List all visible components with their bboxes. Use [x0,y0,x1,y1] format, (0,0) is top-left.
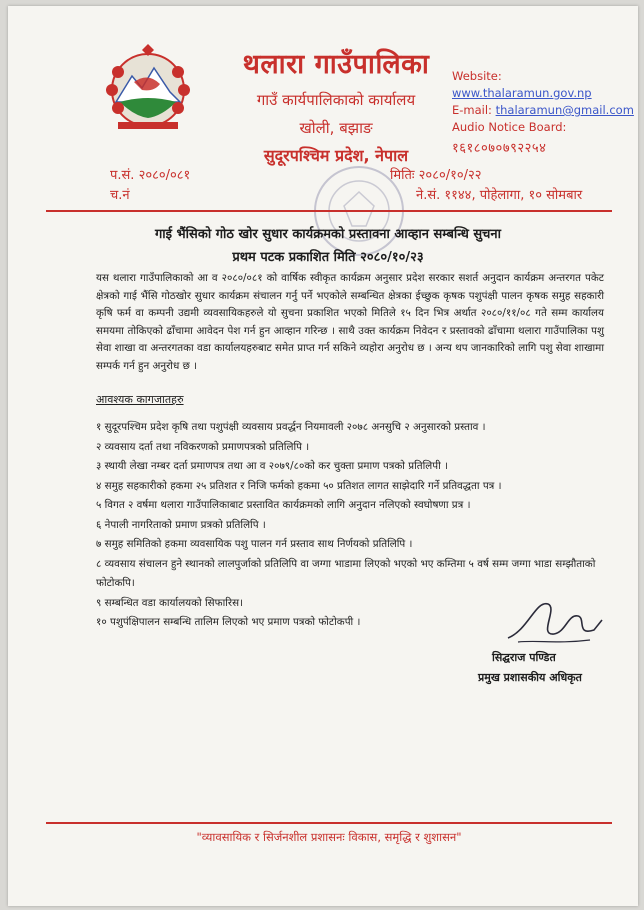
list-item: ४ समुह सहकारीको हकमा २५ प्रतिशत र निजि फर्मको हकमा ५० प्रतिशत लागत साझेदारि गर्ने प्रतिवद्धता पत्र । [96,479,502,492]
list-item: ७ समुह समितिको हकमा व्यवसायिक पशु पालन गर्न प्रस्ताव साथ निर्णयको प्रतिलिपि । [96,538,413,550]
fiscal-year: प.सं. २०८०/०८१ [110,168,191,183]
ref-number: च.नं [110,188,130,203]
signature-icon [498,590,608,650]
reference-right [390,166,582,206]
audio-label: Audio Notice Board: [452,120,567,134]
reference-left [110,166,190,206]
list-item: १० पशुपंक्षिपालन सम्बन्धि तालिम लिएको भए प्रमाण पत्रको फोटोकपी । [96,616,361,628]
notice-title: गाई भैंसिको गोठ खोर सुधार कार्यक्रमको प्रस्तावना आव्हान सम्बन्धि सुचना [154,227,502,242]
list-item: ३ स्थायी लेखा नम्बर दर्ता प्रमाणपत्र तथा आ व २०७९/८०को कर चुक्ता प्रमाण पत्रको प्रतिलिपी । [96,460,448,472]
header-divider [46,210,612,212]
contact-block [452,68,638,157]
list-item: ८ व्यवसाय संचालन हुने स्थानको लालपुर्जाको प्रतिलिपि वा जग्गा भाडामा लिएको भएको भए कम्तिमा ५ वर्ष सम्म जग्गा भाडा सम्झौताको फोटोकपि। [96,557,596,589]
required-docs-heading: आवश्यक कागजातहरु [96,393,184,406]
office-name: गाउँ कार्यपालिकाको कार्यालय [256,91,416,109]
list-item: ५ विगत २ वर्षमा थलारा गाउँपालिकाबाट प्रस्तावित कार्यक्रमको लागि अनुदान नलिएको स्वघोषणा प्रत्र । [96,499,471,511]
audio-number: १६१८०७०७९२२५४ [452,141,547,156]
notice-subtitle: प्रथम पटक प्रकाशित मिति २०८०/१०/२३ [232,250,424,265]
list-item: ६ नेपाली नागरिताको प्रमाण प्रत्रको प्रतिलिपि । [96,518,266,531]
letter-sheet [8,6,638,906]
list-item: १ सुदूरपश्चिम प्रदेश कृषि तथा पशुपंक्षी व्यवसाय प्रवर्द्धन नियमावली २०७८ अनसुचि २ अनुसारको प्रस्ताव । [96,421,486,433]
email-line: E-mail: thalaramun@gmail.com [452,103,634,117]
list-item: ९ सम्बन्धित वडा कार्यालयको सिफारिस। [96,596,243,609]
org-name: थलारा गाउँपालिका [242,49,430,80]
office-address: खोली, बझाङ [299,119,373,137]
notice-body: यस थलारा गाउँपालिकाको आ व २०८०/०८१ को वार्षिक स्वीकृत कार्यक्रम अनुसार प्रदेश सरकार सशर्त अनुदान कार्यक्रम अन्तरगत पकेट क्षेत्रको गाई भैंसि गोठखोर सुधार कार्यक्रम संचालन गर्नु पर्ने भएकोले सम्बन्धित क्षेत्रका ईच्छुक कृषक पशुपंक्षी पालन कृषक समुह सहकारी कृषि फर्म वा कम्पनी उद्यमी व्यवसायिकहरुले यो सुचना प्रकाशित भएको मितिले १५ दिन भित्र अर्थात २०८०/११/०८ गते सम्म कार्यालय समयमा तोकिएको ढाँचामा आवेदन पेश गर्न हुन आव्हान गरिन्छ । साथै उक्त कार्यक्रम निवेदन र प्रस्तावको ढाँचामा थलारा गाउँपालिका पशु सेवा शाखा वा अन्तरगतका वडा कार्यालयहरुबाट समेत प्राप्त गर्न सकिने व्यहोरा अनुरोध छ । अन्य थप जानकारिको लागि पशु सेवा शाखामा सम्पर्क गर्न हुन अनुरोध छ । [96,272,604,372]
province-name: सुदूरपश्चिम प्रदेश, नेपाल [263,146,409,165]
footer-slogan: "व्यावसायिक र सिर्जनशील प्रशासनः विकास, समृद्धि र शुशासन" [196,830,462,844]
signer-title: प्रमुख प्रशासकीय अधिकृत [478,671,582,684]
email-link[interactable]: thalaramun@gmail.com [495,103,634,117]
website-link[interactable]: www.thalaramun.gov.np [452,86,592,100]
signer-name: सिद्घराज पण्डित [492,651,556,664]
emblem-logo-icon [98,42,198,132]
date-ns: ने.सं. ११४४, पोहेलागा, १० सोमबार [416,188,583,203]
date-bs: मितिः २०८०/१०/२२ [390,168,482,183]
footer-divider [46,822,612,824]
list-item: २ व्यवसाय दर्ता तथा नविकरणको प्रमाणपत्रको प्रतिलिपि । [96,440,310,453]
website-line: Website: www.thalaramun.gov.np [452,69,592,100]
